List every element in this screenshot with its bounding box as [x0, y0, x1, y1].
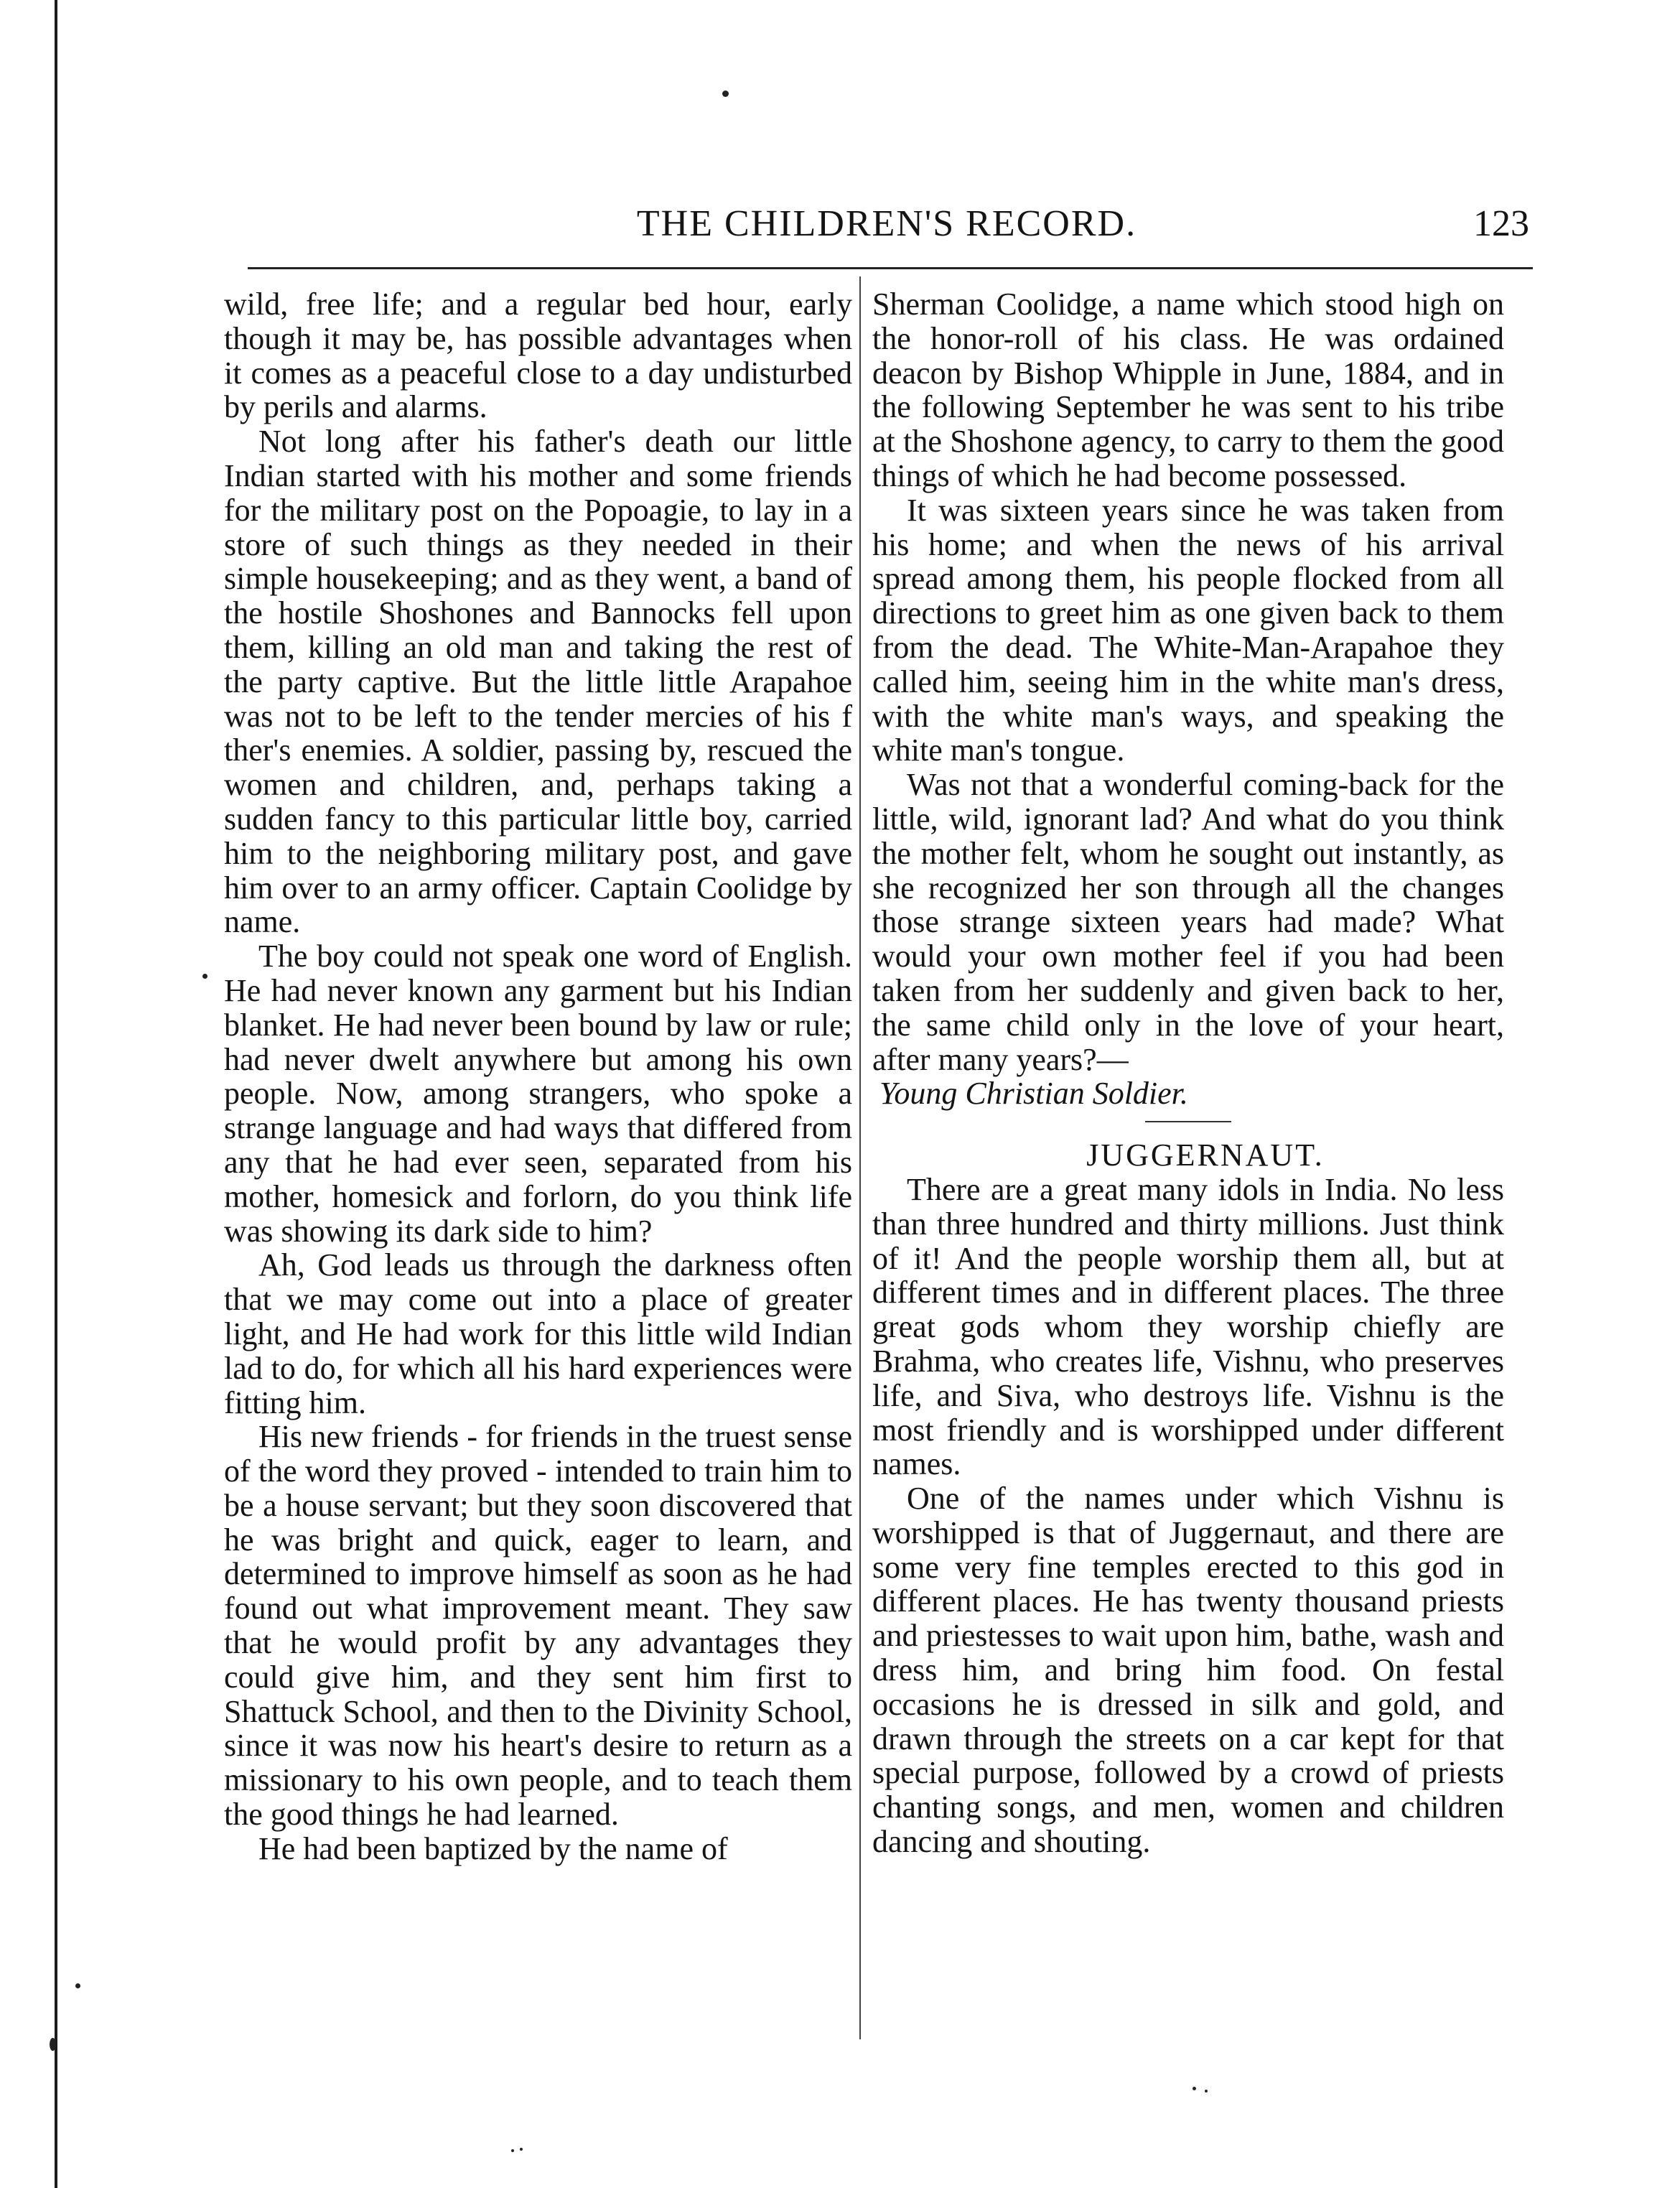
ink-speck	[1193, 2087, 1196, 2090]
paragraph: wild, free life; and a regular bed hour, early though it may be, has possible advantages when it comes as a peaceful close to a day undisturbed by perils and alarms.	[224, 287, 852, 425]
right-column	[872, 287, 1504, 1859]
paragraph: There are a great many idols in India. No less than three hundred and thirty millions. Just think of it! And the people worship them all, but at different times and in different places. The three great gods whom they worship chiefly are Brahma, who creates life, Vishnu, who preserves life, and Siva, who destroys life. Vishnu is the most friendly and is worshipped under different names.	[872, 1171, 1504, 1482]
ink-speck	[75, 1983, 80, 1988]
page-number: 123	[1473, 203, 1529, 244]
ink-speck	[520, 2148, 523, 2151]
paragraph: It was sixteen years since he was taken from his home; and when the news of his arrival spread among them, his people flocked from all directions to greet him as one given back to them from the dead. The White-Man-Arapahoe they called him, seeing him in the white man's dress, with the white man's ways, and speaking the white man's tongue.	[872, 492, 1504, 768]
attribution: Young Christian Soldier.	[879, 1076, 1188, 1112]
paragraph: He had been baptized by the name of	[258, 1830, 728, 1866]
paragraph: Was not that a wonderful coming-back for the little, wild, ignorant lad? And what do you think the mother felt, whom he sought out instantly, as she recognized her son through all the changes those strange sixteen years had made? What would your own mother feel if you had been taken from her suddenly and given back to her, the same child only in the love of your heart, after many years?—	[872, 767, 1504, 1077]
running-title: THE CHILDREN'S RECORD.	[636, 203, 1137, 244]
binding-edge-line	[55, 0, 57, 2188]
paragraph: One of the names under which Vishnu is worshipped is that of Juggernaut, and there are some very fine temples erected to this god in different places. He has twenty thousand priests and priestesses to wait upon him, bathe, wash and dress him, and bring him food. On festal occasions he is dressed in silk and gold, and drawn through the streets on a car kept for that special purpose, followed by a crowd of priests chanting songs, and men, women and children dancing and shouting.	[872, 1481, 1504, 1860]
ink-speck	[50, 2038, 56, 2051]
page-header	[244, 200, 1529, 257]
paragraph: The boy could not speak one word of English. He had never known any garment but his Indian blanket. He had never been bound by law or rule; had never dwelt anywhere but among his own people. Now, among strangers, who spoke a strange language and had ways that differed from any that he had ever seen, separated from his mother, homesick and forlorn, do you think life was showing its dark side to him?	[224, 939, 852, 1249]
paragraph: Ah, God leads us through the darkness often that we may come out into a place of greater light, and He had work for this little wild Indian lad to do, for which all his hard experiences were fitting him.	[224, 1247, 852, 1420]
header-rule	[248, 267, 1533, 269]
ink-speck	[202, 974, 207, 979]
left-column	[224, 287, 852, 1866]
section-rule	[1145, 1121, 1231, 1122]
paragraph: Not long after his father's death our little Indian started with his mother and some friends for the military post on the Popoagie, to lay in a store of such things as they needed in their simple housekeeping; and as they went, a band of the hostile Shoshones and Bannocks fell upon them, killing an old man and taking the rest of the party captive. But the little little Arapahoe was not to be left to the tender mercies of his f ther's enemies. A soldier, passing by, rescued the women and children, and, perhaps taking a sudden fancy to this particular little boy, carried him to the neighboring military post, and gave him over to an army officer. Captain Coolidge by name.	[224, 424, 852, 940]
paragraph: Sherman Coolidge, a name which stood high on the honor-roll of his class. He was ordained deacon by Bishop Whipple in June, 1884, and in the following September he was sent to his tribe at the Shoshone agency, to carry to them the good things of which he had become possessed.	[872, 287, 1504, 493]
column-divider	[859, 276, 861, 2039]
ink-speck	[722, 90, 729, 97]
section-title: JUGGERNAUT.	[1086, 1137, 1325, 1173]
ink-speck	[1205, 2090, 1208, 2092]
paragraph: His new friends - for friends in the truest sense of the word they proved - intended to train him to be a house servant; but they soon discovered that he was bright and quick, eager to learn, and determined to improve himself as soon as he had found out what improvement meant. They saw that he would profit by any advantages they could give him, and they sent him first to Shattuck School, and then to the Divinity School, since it was now his heart's desire to return as a missionary to his own people, and to teach them the good things he had learned.	[224, 1419, 852, 1833]
ink-speck	[511, 2149, 514, 2152]
